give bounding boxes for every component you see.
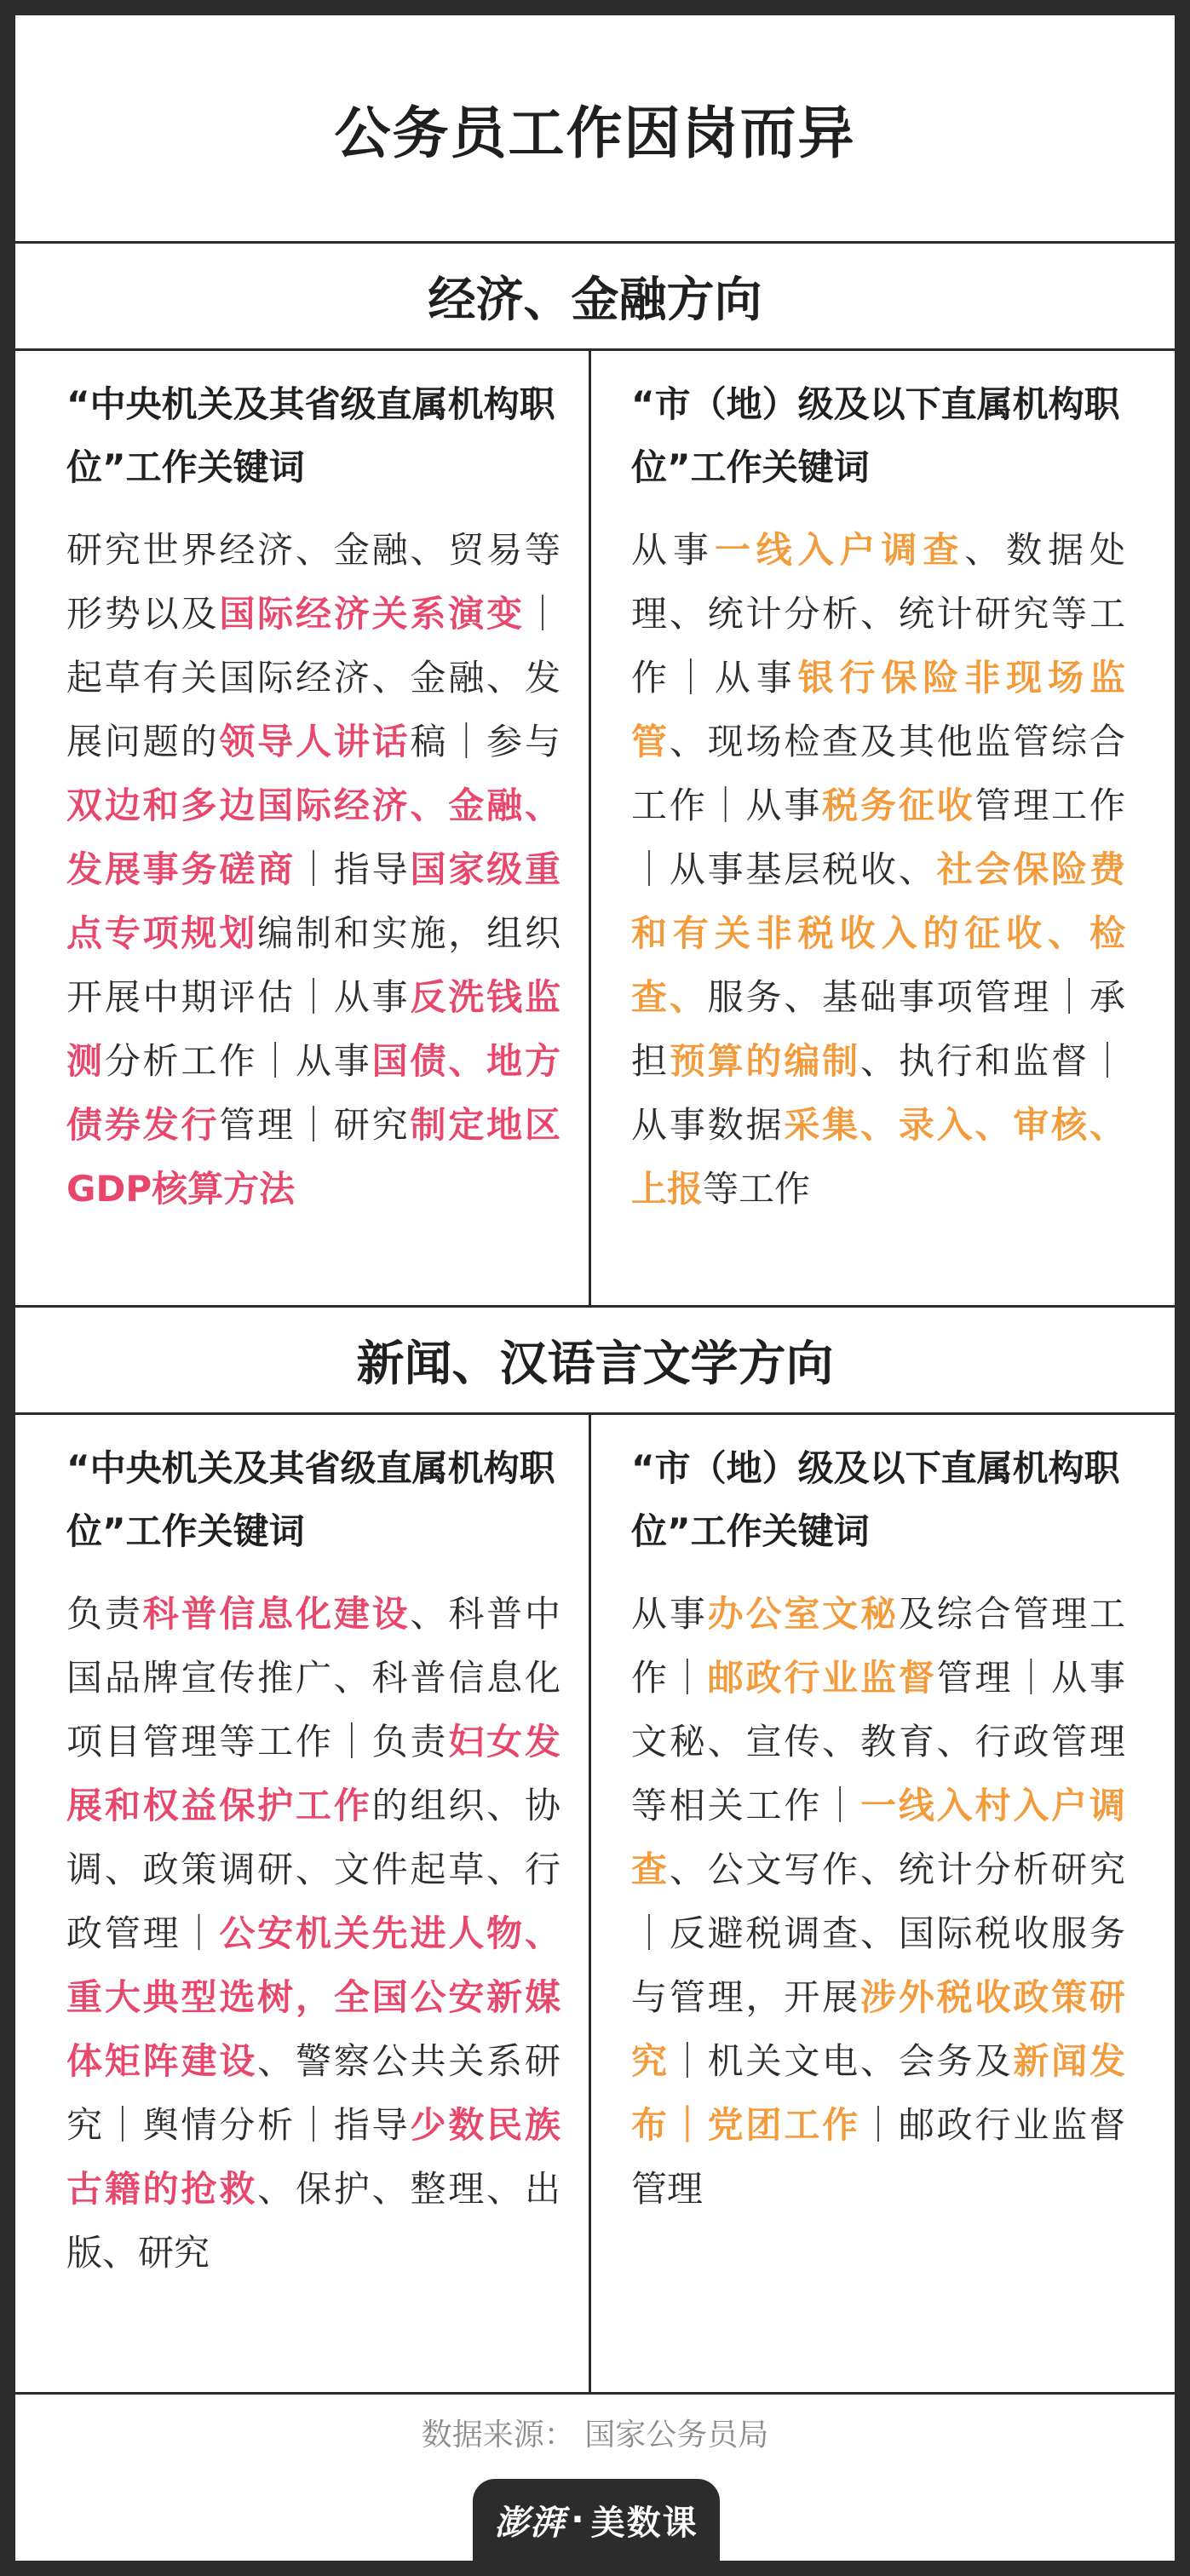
highlighted-keyword: 少数民族古籍的抢救 bbox=[66, 2104, 561, 2210]
column-body bbox=[66, 1582, 561, 2285]
body-text: ｜机关文电、会务及 bbox=[669, 2040, 1014, 2082]
highlighted-keyword: 妇女发展和权益保护工作 bbox=[66, 1721, 561, 1826]
body-text: 从事 bbox=[631, 529, 715, 571]
body-text: 、警察公共关系研究｜舆情分析｜指导 bbox=[66, 2040, 561, 2146]
body-text: ｜起草有关国际经济、金融、发展问题的 bbox=[66, 593, 561, 762]
journalism-central-column bbox=[66, 1437, 561, 2285]
column-heading: “市（地）级及以下直属机构职位”工作关键词 bbox=[631, 383, 1120, 488]
body-text: 分析工作｜从事 bbox=[104, 1040, 372, 1082]
highlighted-keyword: 国债、地方债券发行 bbox=[66, 1040, 561, 1146]
divider bbox=[15, 1412, 1175, 1415]
section-heading-economy: 经济、金融方向 bbox=[428, 272, 762, 328]
body-text: ｜邮政行业监督管理 bbox=[631, 2104, 1125, 2210]
column-body bbox=[631, 1582, 1125, 2221]
highlighted-keyword: 制定地区GDP核算方法 bbox=[66, 1104, 561, 1210]
highlighted-keyword: 采集、录入、审核、上报 bbox=[631, 1104, 1125, 1210]
economy-local-column bbox=[631, 373, 1125, 1221]
logo-brand: 澎湃 bbox=[494, 2502, 566, 2543]
column-body bbox=[631, 518, 1125, 1221]
highlighted-keyword: 国家级重点专项规划 bbox=[66, 848, 561, 954]
body-text: 的组织、协调、政策调研、文件起草、行政管理｜ bbox=[66, 1785, 561, 1954]
highlighted-keyword: 新闻发布｜党团工作 bbox=[631, 2040, 1125, 2146]
highlighted-keyword: 双边和多边国际经济、金融、发展事务磋商 bbox=[66, 785, 561, 890]
column-body bbox=[66, 518, 561, 1221]
highlighted-keyword: 银行保险非现场监管 bbox=[631, 657, 1125, 762]
highlighted-keyword: 国际经济关系演变 bbox=[219, 593, 525, 635]
highlighted-keyword: 邮政行业监督 bbox=[707, 1657, 937, 1699]
body-text: 管理工作｜从事基层税收、 bbox=[631, 785, 1125, 890]
logo-sub: 美数课 bbox=[590, 2503, 698, 2543]
body-text: 、执行和监督｜从事数据 bbox=[631, 1040, 1125, 1146]
body-text: 研究世界经济、金融、贸易等形势以及 bbox=[66, 529, 561, 635]
body-text: 管理｜从事文秘、宣传、教育、行政管理等相关工作｜ bbox=[631, 1657, 1125, 1826]
highlighted-keyword: 办公室文秘 bbox=[707, 1593, 899, 1635]
infographic-frame bbox=[15, 15, 1175, 2561]
economy-central-column bbox=[66, 373, 561, 1221]
thepaper-logo bbox=[473, 2479, 720, 2561]
body-text: 、数据处理、统计分析、统计研究等工作｜从事 bbox=[631, 529, 1125, 699]
divider bbox=[15, 348, 1175, 351]
body-text: 稿｜参与 bbox=[410, 721, 561, 762]
body-text: 等工作 bbox=[703, 1168, 811, 1210]
highlighted-keyword: 税务征收 bbox=[822, 785, 975, 826]
highlighted-keyword: 一线入村入户调查 bbox=[631, 1785, 1125, 1890]
body-text: 从事 bbox=[631, 1593, 708, 1635]
body-text: 、科普中国品牌宣传推广、科普信息化项目管理等工作｜负责 bbox=[66, 1593, 561, 1762]
body-text: 、保护、整理、出版、研究 bbox=[66, 2168, 561, 2274]
highlighted-keyword: 一线入户调查 bbox=[714, 529, 965, 571]
body-text: ｜指导 bbox=[295, 848, 411, 890]
body-text: 负责 bbox=[66, 1593, 143, 1635]
body-text: 、公文写作、统计分析研究｜反避税调查、国际税收服务与管理，开展 bbox=[631, 1849, 1125, 2018]
column-heading: “中央机关及其省级直属机构职位”工作关键词 bbox=[66, 1447, 555, 1552]
column-heading: “市（地）级及以下直属机构职位”工作关键词 bbox=[631, 1447, 1120, 1552]
logo-separator: · bbox=[571, 2500, 586, 2539]
highlighted-keyword: 预算的编制 bbox=[669, 1040, 860, 1082]
highlighted-keyword: 公安机关先进人物、重大典型选树，全国公安新媒体矩阵建设 bbox=[66, 1912, 561, 2082]
highlighted-keyword: 科普信息化建设 bbox=[142, 1593, 411, 1635]
section-heading-journalism: 新闻、汉语言文学方向 bbox=[356, 1336, 834, 1392]
body-text: 编制和实施，组织开展中期评估｜从事 bbox=[66, 912, 561, 1018]
divider bbox=[15, 2392, 1175, 2395]
column-divider bbox=[589, 351, 591, 1305]
journalism-local-column bbox=[631, 1437, 1125, 2221]
body-text: 及综合管理工作｜ bbox=[631, 1593, 1125, 1699]
highlighted-keyword: 涉外税收政策研究 bbox=[631, 1976, 1125, 2082]
highlighted-keyword: 反洗钱监测 bbox=[66, 976, 561, 1082]
body-text: 服务、基础事项管理｜承担 bbox=[631, 976, 1125, 1082]
column-divider bbox=[589, 1415, 591, 2392]
body-text: 管理｜研究 bbox=[219, 1104, 411, 1146]
body-text: 、现场检查及其他监管综合工作｜从事 bbox=[631, 721, 1125, 826]
column-heading: “中央机关及其省级直属机构职位”工作关键词 bbox=[66, 383, 555, 488]
page-title: 公务员工作因岗而异 bbox=[334, 101, 856, 166]
data-source-note: 数据来源： 国家公务员局 bbox=[421, 2418, 769, 2452]
highlighted-keyword: 领导人讲话 bbox=[219, 721, 411, 762]
highlighted-keyword: 社会保险费和有关非税收入的征收、检查、 bbox=[631, 848, 1125, 1018]
